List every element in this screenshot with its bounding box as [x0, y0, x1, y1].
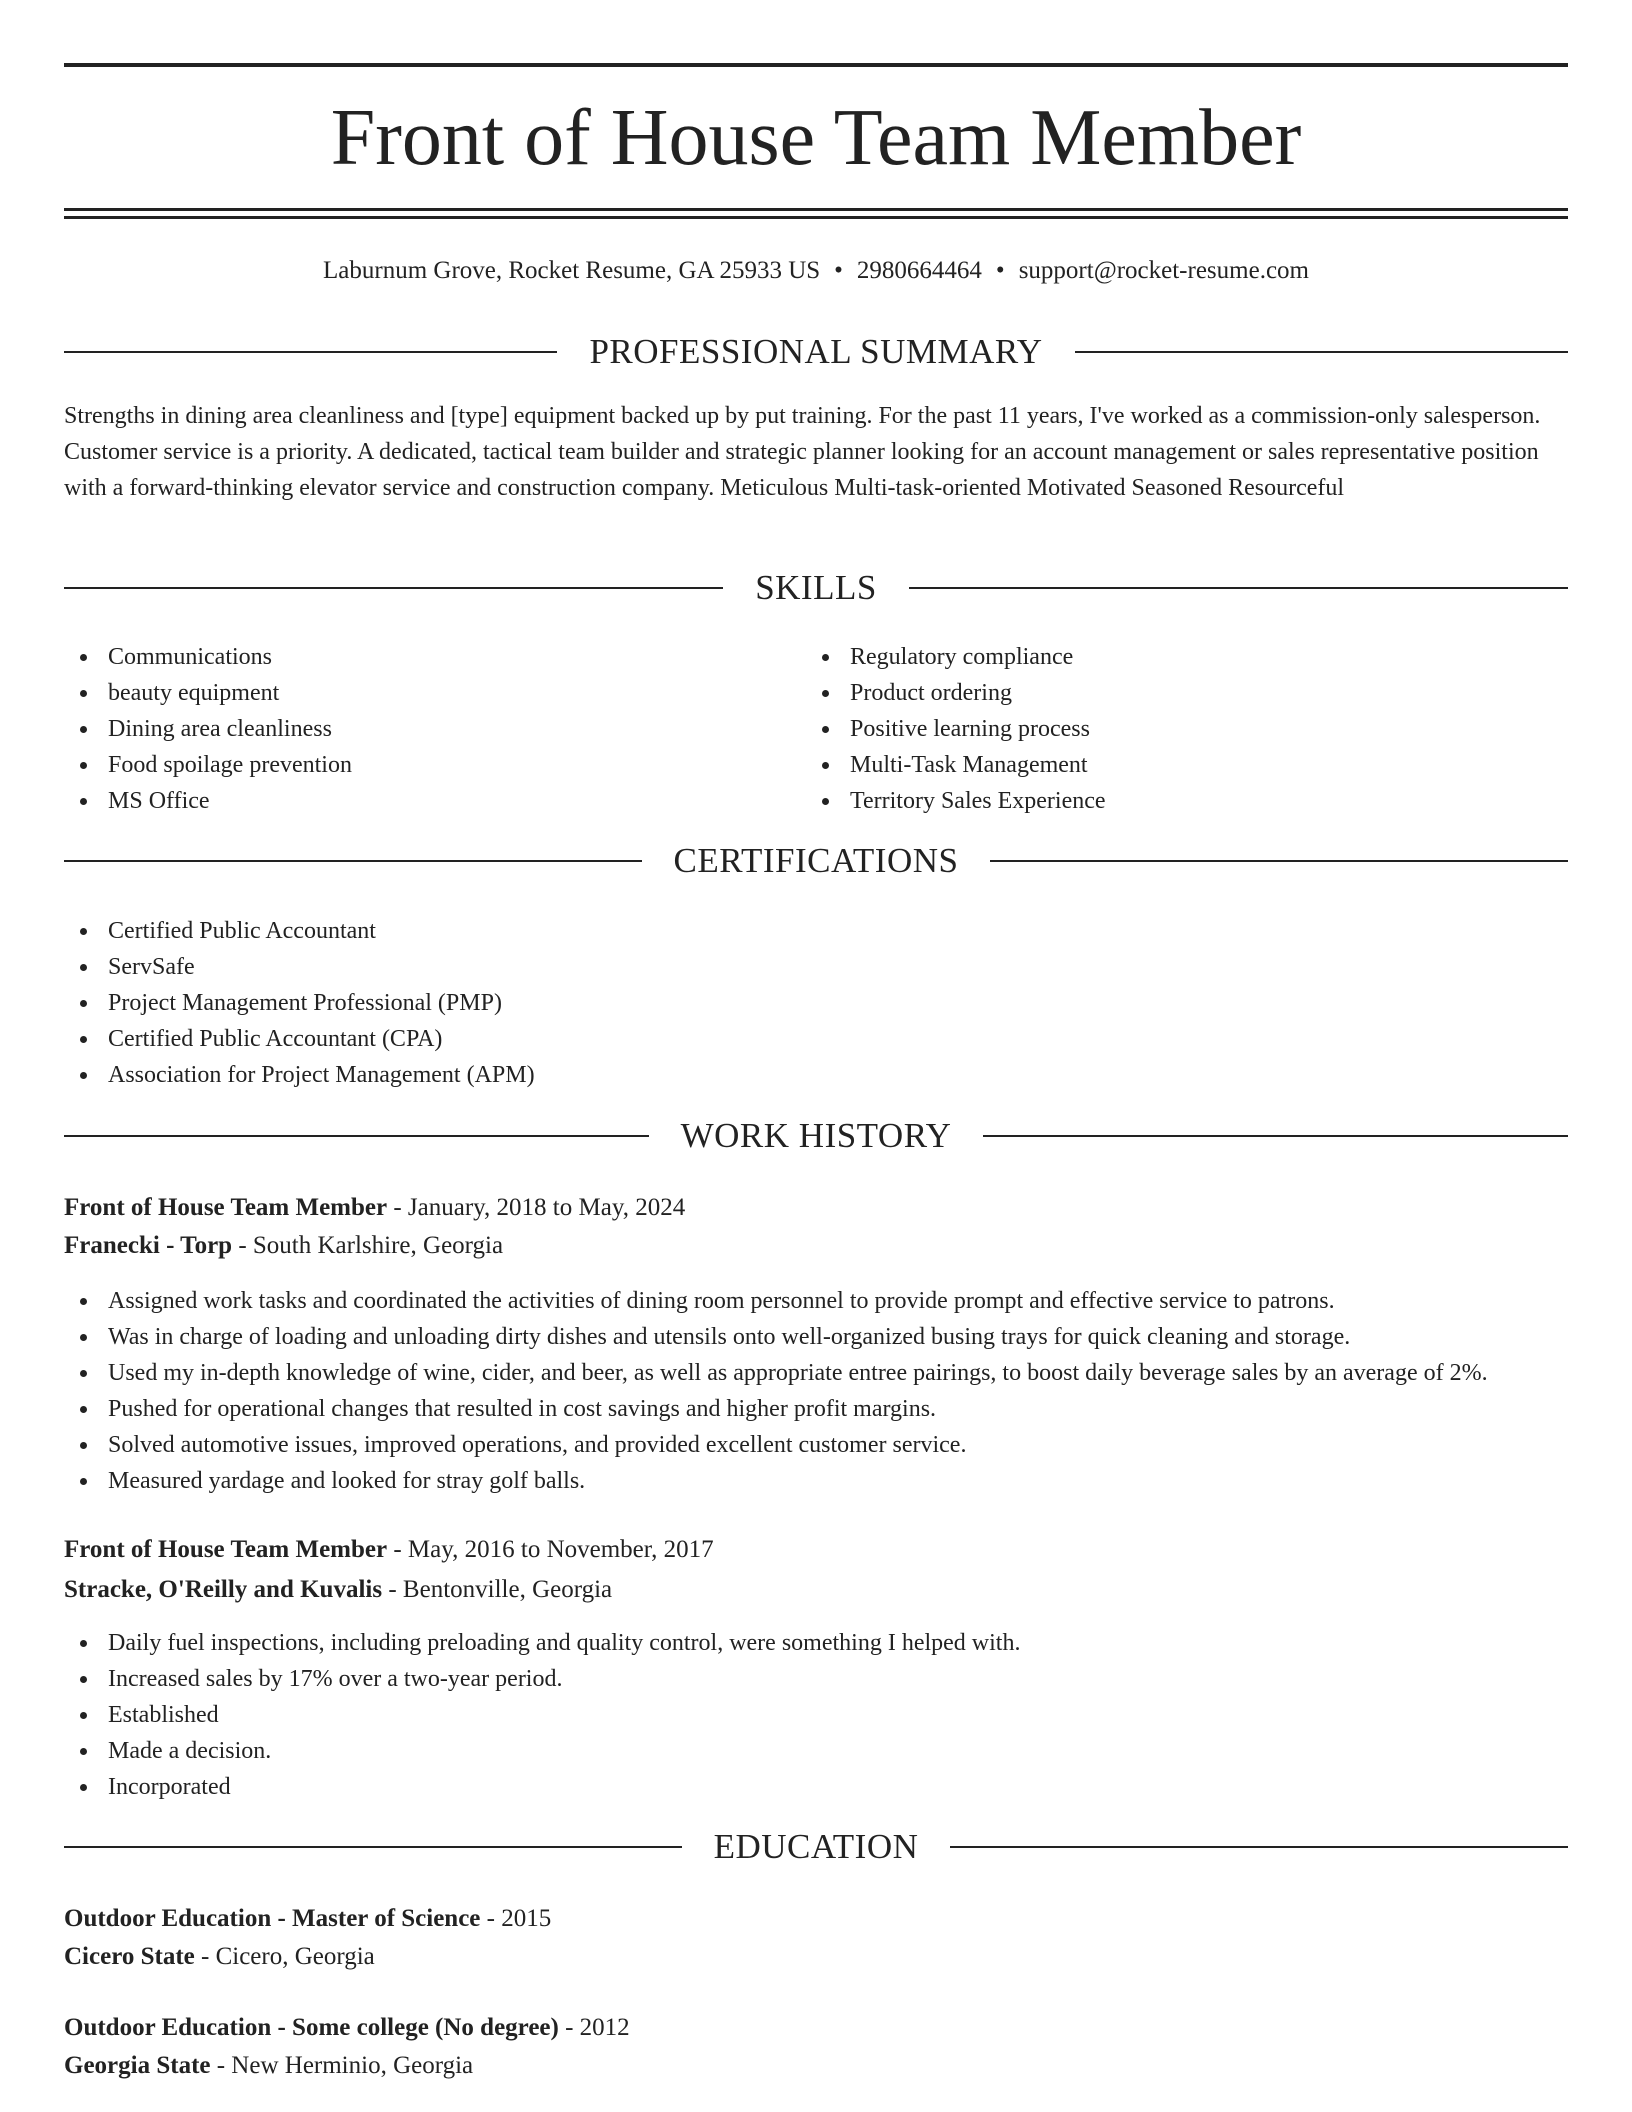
skill-item: Territory Sales Experience: [806, 783, 1506, 819]
job-location: - South Karlshire, Georgia: [232, 1232, 504, 1259]
contact-email: support@rocket-resume.com: [1018, 257, 1309, 284]
duty-item: Used my in-depth knowledge of wine, cider, and beer, as well as appropriate entree pairings, to boost daily beverage sales by an average of 2%.: [64, 1355, 1592, 1391]
duty-item: Was in charge of loading and unloading dirty dishes and utensils onto well-organized busing trays for quick cleaning and storage.: [64, 1319, 1592, 1355]
header-rule-lower: [64, 216, 1568, 219]
education-location: - Cicero, Georgia: [194, 1943, 375, 1970]
skill-item: Regulatory compliance: [806, 639, 1506, 675]
heading-rule-left: [64, 351, 557, 353]
heading-rule-left: [64, 587, 723, 589]
certifications-heading-title: CERTIFICATIONS: [673, 841, 959, 880]
education-school-line: [64, 1938, 1568, 1976]
job-title: Front of House Team Member: [64, 1194, 388, 1221]
duty-item: Incorporated: [64, 1769, 1592, 1805]
duty-item: Made a decision.: [64, 1733, 1592, 1769]
top-rule: [64, 63, 1568, 67]
heading-rule-right: [990, 860, 1568, 862]
heading-rule-right: [983, 1135, 1568, 1137]
job-title: Front of House Team Member: [64, 1536, 388, 1563]
certifications-heading: [64, 839, 1568, 883]
certification-item: Association for Project Management (APM): [64, 1057, 964, 1093]
heading-rule-left: [64, 1135, 649, 1137]
job-company-line: [64, 1571, 1568, 1609]
skills-heading: [64, 566, 1568, 610]
duty-item: Pushed for operational changes that resulted in cost savings and higher profit margins.: [64, 1391, 1592, 1427]
skill-item: beauty equipment: [64, 675, 764, 711]
duty-item: Established: [64, 1697, 1592, 1733]
skill-item: Dining area cleanliness: [64, 711, 764, 747]
skill-item: Communications: [64, 639, 764, 675]
job-company-line: [64, 1227, 1568, 1265]
certification-item: Certified Public Accountant: [64, 913, 964, 949]
education-year: - 2012: [558, 2014, 630, 2041]
skill-item: Food spoilage prevention: [64, 747, 764, 783]
education-year: - 2015: [480, 1905, 552, 1932]
contact-line: [64, 254, 1568, 288]
job-title-line: [64, 1189, 1568, 1227]
header-rule-upper: [64, 208, 1568, 211]
certification-item: Project Management Professional (PMP): [64, 985, 964, 1021]
certification-item: ServSafe: [64, 949, 964, 985]
contact-address: Laburnum Grove, Rocket Resume, GA 25933 US: [323, 257, 821, 284]
education-school: Cicero State: [64, 1943, 195, 1970]
summary-heading-title: PROFESSIONAL SUMMARY: [589, 332, 1043, 371]
skill-item: Multi-Task Management: [806, 747, 1506, 783]
duty-item: Measured yardage and looked for stray golf balls.: [64, 1463, 1592, 1499]
summary-heading: [64, 330, 1568, 374]
certifications-list: [64, 913, 964, 1093]
skills-heading-title: SKILLS: [755, 568, 877, 607]
summary-text: Strengths in dining area cleanliness and [type] equipment backed up by put training. For the past 11 years, I've worked as a commission-only salesperson. Customer service is a priority. A dedicated, tactical team builder and strategic planner looking for an account management or sales representative position with a forward-thinking elevator service and construction company. Meticulous Multi-task-oriented Motivated Seasoned Resourceful: [64, 403, 1541, 501]
education-degree: Outdoor Education - Master of Science: [64, 1905, 481, 1932]
contact-phone: 2980664464: [856, 257, 982, 284]
job-dates: - May, 2016 to November, 2017: [387, 1536, 714, 1563]
work-history-heading: [64, 1114, 1568, 1158]
skills-list-right: [806, 639, 1506, 819]
education-degree-line: [64, 2009, 1568, 2047]
duty-item: Solved automotive issues, improved operations, and provided excellent customer service.: [64, 1427, 1592, 1463]
contact-separator: •: [995, 257, 1005, 284]
job-duties-list: [64, 1283, 1592, 1499]
education-heading: [64, 1825, 1568, 1869]
education-school-line: [64, 2047, 1568, 2085]
skill-item: MS Office: [64, 783, 764, 819]
education-degree: Outdoor Education - Some college (No degree): [64, 2014, 559, 2041]
job-location: - Bentonville, Georgia: [382, 1576, 613, 1603]
duty-item: Increased sales by 17% over a two-year period.: [64, 1661, 1592, 1697]
contact-separator: •: [834, 257, 843, 284]
heading-rule-right: [909, 587, 1568, 589]
job-company: Franecki - Torp: [64, 1232, 233, 1259]
certification-item: Certified Public Accountant (CPA): [64, 1021, 964, 1057]
heading-rule-right: [950, 1846, 1568, 1848]
job-duties-list: [64, 1625, 1592, 1805]
heading-rule-right: [1075, 351, 1568, 353]
education-school: Georgia State: [64, 2052, 211, 2079]
duty-item: Daily fuel inspections, including preloading and quality control, were something I helped with.: [64, 1625, 1592, 1661]
skill-item: Product ordering: [806, 675, 1506, 711]
skill-item: Positive learning process: [806, 711, 1506, 747]
job-company: Stracke, O'Reilly and Kuvalis: [64, 1576, 383, 1603]
education-degree-line: [64, 1900, 1568, 1938]
job-dates: - January, 2018 to May, 2024: [387, 1194, 686, 1221]
education-location: - New Herminio, Georgia: [210, 2052, 474, 2079]
heading-rule-left: [64, 1846, 682, 1848]
heading-rule-left: [64, 860, 642, 862]
job-title-line: [64, 1531, 1568, 1569]
skills-list-left: [64, 639, 764, 819]
education-heading-title: EDUCATION: [713, 1827, 919, 1866]
candidate-name: Front of House Team Member: [330, 94, 1302, 182]
work-history-heading-title: WORK HISTORY: [680, 1116, 952, 1155]
duty-item: Assigned work tasks and coordinated the activities of dining room personnel to provide prompt and effective service to patrons.: [64, 1283, 1592, 1319]
